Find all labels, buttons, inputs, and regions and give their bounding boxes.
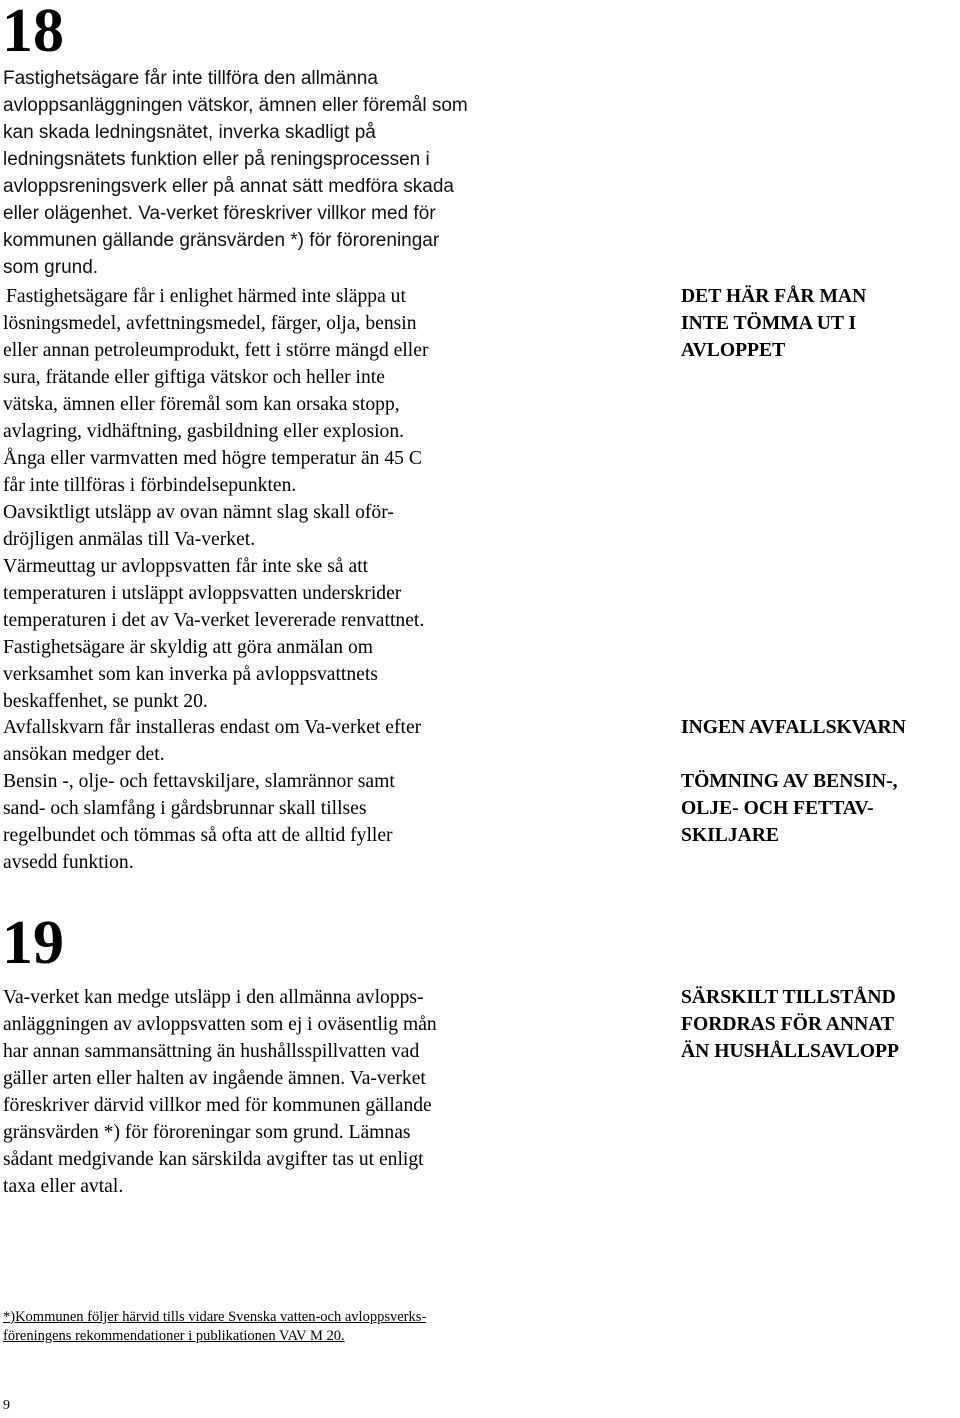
side-note-special-permit: SÄRSKILT TILLSTÅND FORDRAS FÖR ANNAT ÄN HUSHÅLLSAVLOPP	[681, 987, 899, 1062]
footnote-text: *)Kommunen följer härvid tills vidare Svenska vatten-och avloppsverks- föreningens rekommendationer i publikationen VAV M 20.	[3, 1309, 427, 1344]
section-19-body: Va-verket kan medge utsläpp i den allmänna avlopps- anläggningen av avloppsvatten som ej i oväsentlig mån har annan sammansättning än hushållsspillvatten vad gäller arten eller halten av ingående ämnen. Va-verket föreskriver därvid villkor med för kommunen gällande gränsvärden *) för föroreningar som grund. Lämnas sådant medgivande kan särskilda avgifter tas ut enligt taxa eller avtal.	[3, 987, 437, 1197]
section-18-intro: Fastighetsägare får inte tillföra den allmänna avloppsanläggningen vätskor, ämnen eller föremål som kan skada ledningsnätet, inverka skadligt på ledningsnätets funktion eller på reningsprocessen i avloppsreningsverk eller på annat sätt medföra skada eller olägenhet. Va-verket föreskriver villkor med för kommunen gällande gränsvärden *) för föroreningar som grund.	[3, 68, 468, 278]
section-18-paragraph-5: Fastighetsägare är skyldig att göra anmälan om verksamhet som kan inverka på avloppsvattnets beskaffenhet, se punkt 20.	[3, 637, 378, 712]
section-18-paragraph-6: Avfallskvarn får installeras endast om Va-verket efter ansökan medger det.	[3, 717, 422, 765]
side-note-no-garbage-disposal: INGEN AVFALLSKVARN	[681, 717, 906, 738]
page-number: 9	[3, 1398, 10, 1413]
section-18-paragraph-2: Ånga eller varmvatten med högre temperatur än 45 C får inte tillföras i förbindelsepunkten.	[3, 448, 422, 496]
section-number-18: 18	[2, 0, 64, 65]
section-18-paragraph-1: Fastighetsägare får i enlighet härmed inte släppa ut lösningsmedel, avfettningsmedel, färger, olja, bensin eller annan petroleumprodukt, fett i större mängd eller sura, frätande eller giftiga vätskor och heller inte vätska, ämnen eller föremål som kan orsaka stopp, avlagring, vidhäftning, gasbildning eller explosion.	[3, 286, 429, 442]
section-18-paragraph-4: Värmeuttag ur avloppsvatten får inte ske så att temperaturen i utsläppt avloppsvatten underskrider temperaturen i det av Va-verket levererade renvattnet.	[3, 556, 425, 631]
section-18-paragraph-7: Bensin -, olje- och fettavskiljare, slamrännor samt sand- och slamfång i gårdsbrunnar skall tillses regelbundet och tömmas så ofta att de alltid fyller avsedd funktion.	[3, 771, 395, 873]
side-note-separator-emptying: TÖMNING AV BENSIN-, OLJE- OCH FETTAV- SKILJARE	[681, 771, 898, 846]
footnote	[3, 1308, 563, 1346]
side-note-not-allowed: DET HÄR FÅR MAN INTE TÖMMA UT I AVLOPPET	[681, 286, 867, 361]
section-number-19: 19	[2, 909, 64, 977]
section-18-paragraph-3: Oavsiktligt utsläpp av ovan nämnt slag skall oför- dröjligen anmälas till Va-verket.	[3, 502, 394, 550]
